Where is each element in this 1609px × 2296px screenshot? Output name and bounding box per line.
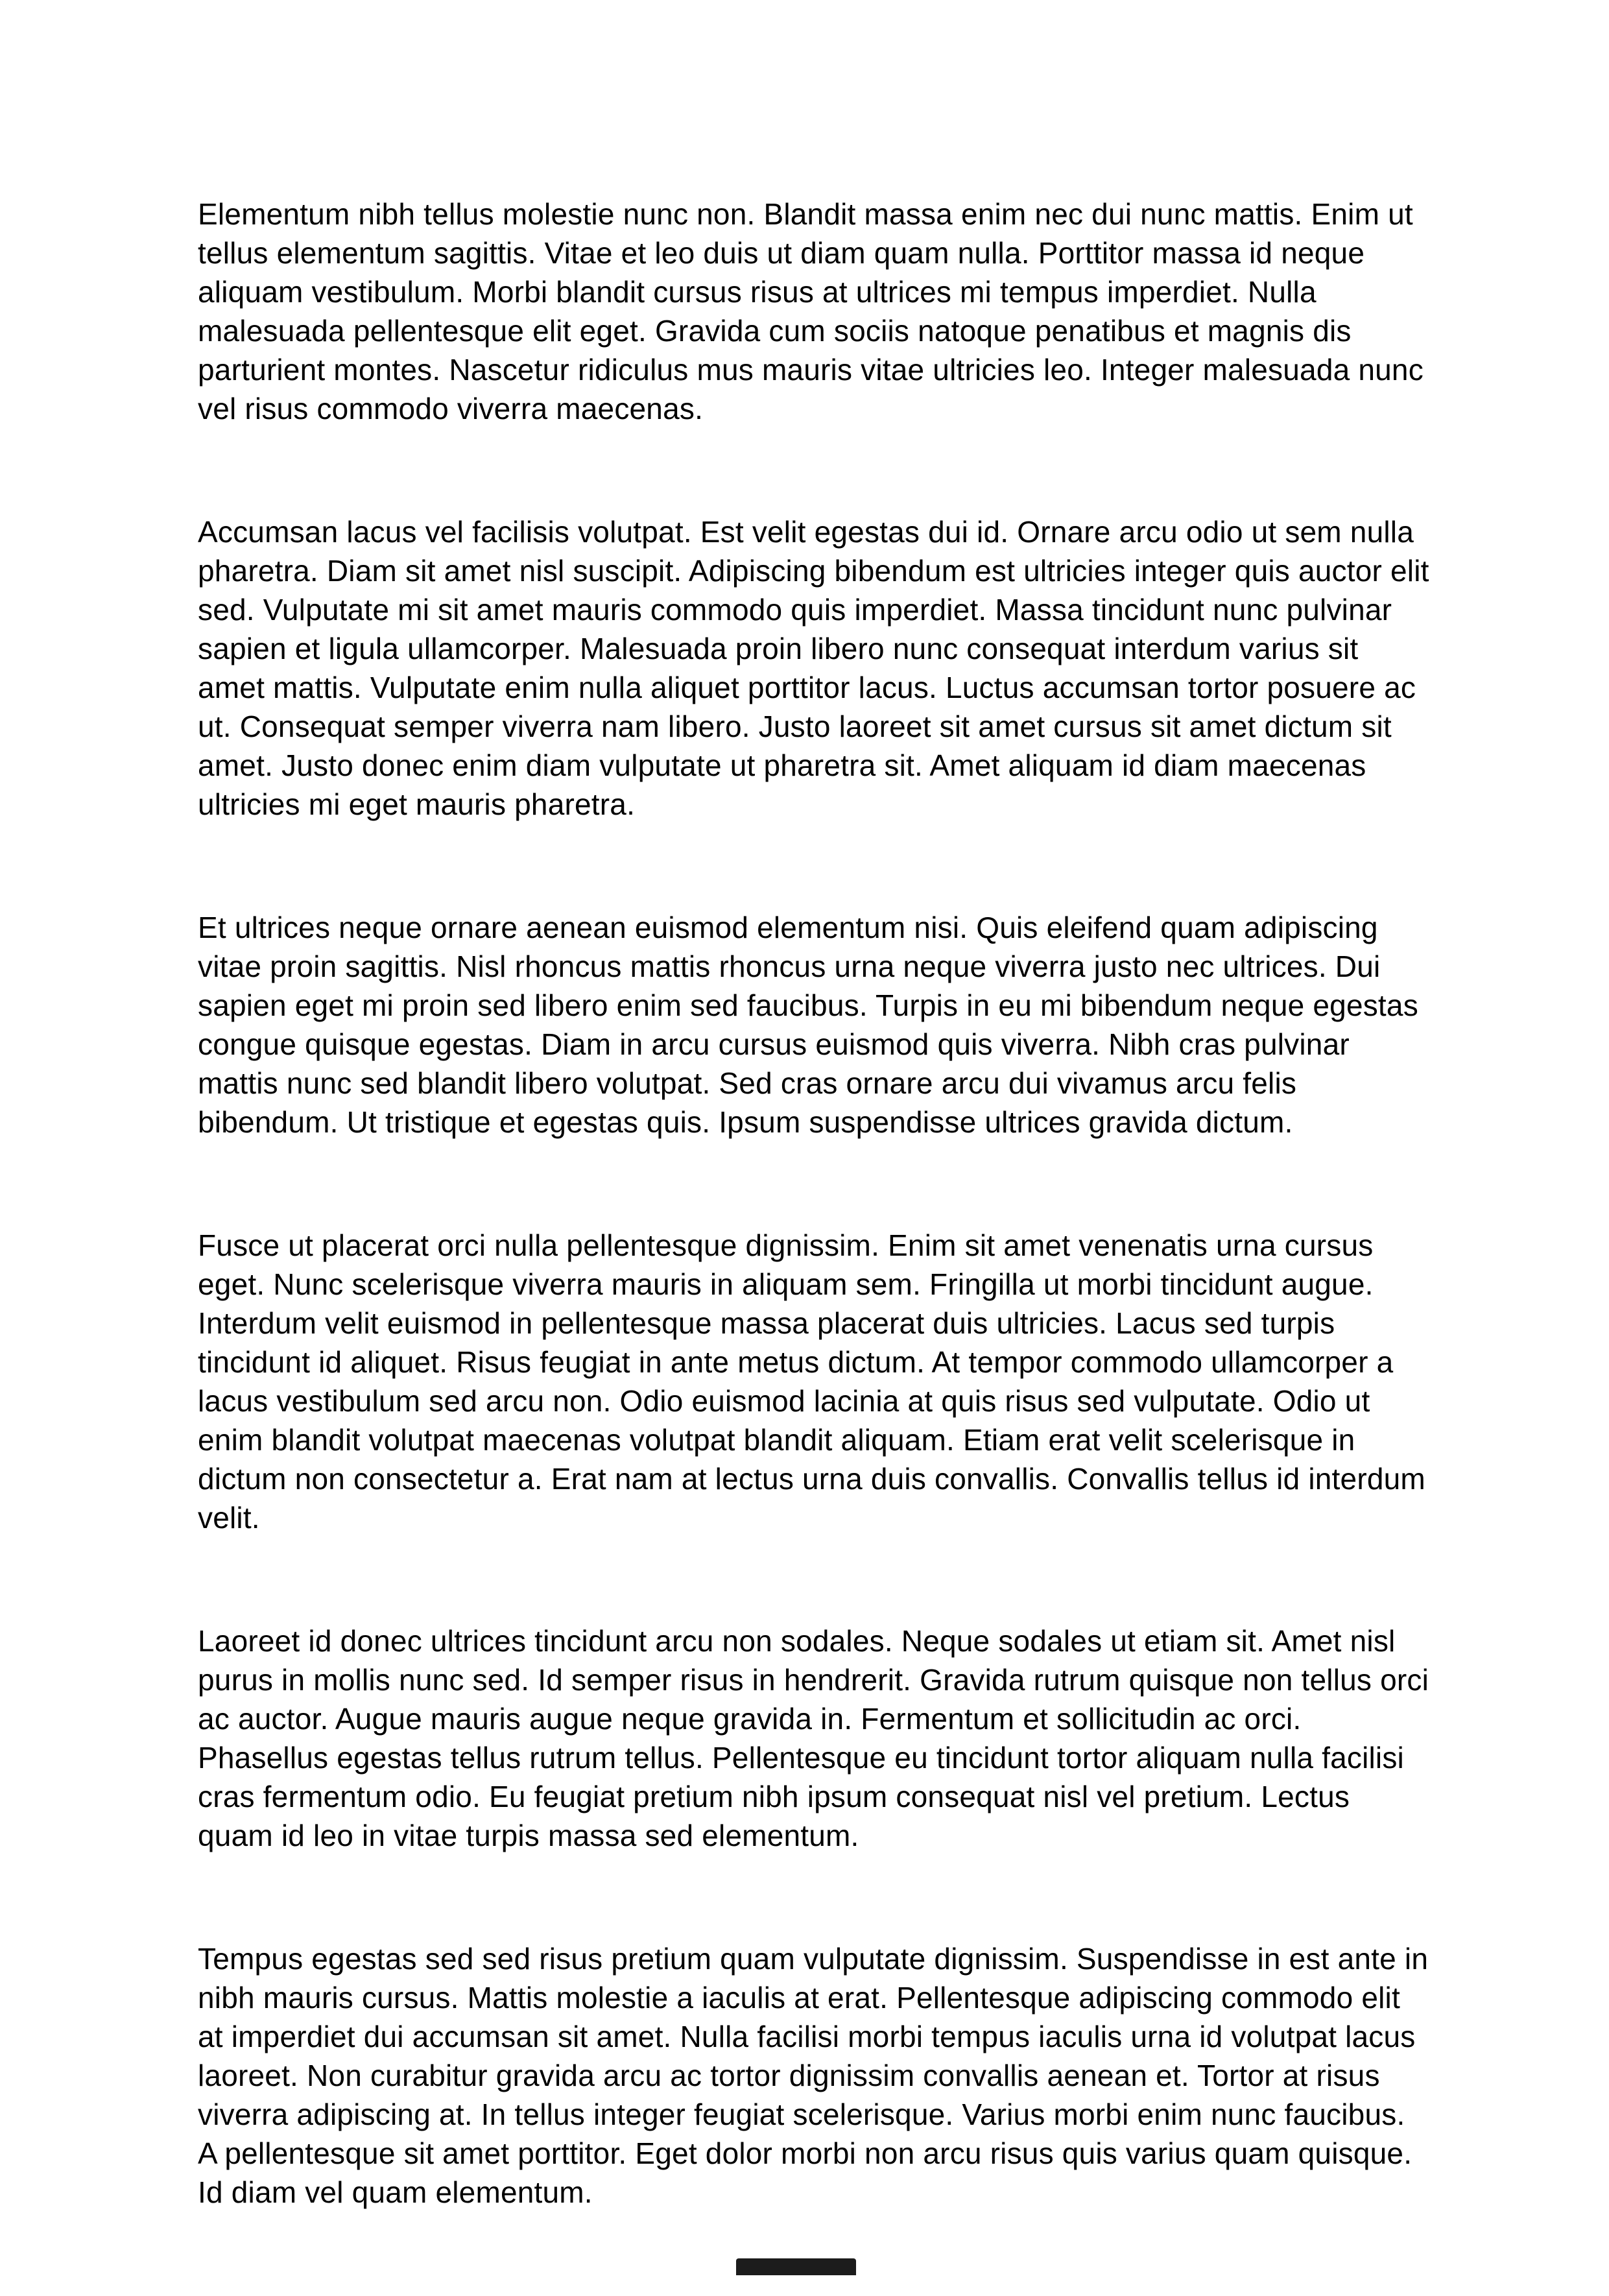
- paragraph-1: Elementum nibh tellus molestie nunc non. Blandit massa enim nec dui nunc mattis. Enim ut tellus elementum sagittis. Vitae et leo duis ut diam quam nulla. Porttitor massa id neque aliquam vestibulum. Morbi blandit cursus risus at ultrices mi tempus imperdiet. Nulla malesuada pellentesque elit eget. Gravida cum sociis natoque penatibus et magnis dis parturient montes. Nascetur ridiculus mus mauris vitae ultricies leo. Integer malesuada nunc vel risus commodo viverra maecenas.: [198, 197, 1424, 425]
- paragraph-4: Fusce ut placerat orci nulla pellentesque dignissim. Enim sit amet venenatis urna cursus eget. Nunc scelerisque viverra mauris in aliquam sem. Fringilla ut morbi tincidunt augue. Interdum velit euismod in pellentesque massa placerat duis ultricies. Lacus sed turpis tincidunt id aliquet. Risus feugiat in ante metus dictum. At tempor commodo ullamcorper a lacus vestibulum sed arcu non. Odio euismod lacinia at quis risus sed vulputate. Odio ut enim blandit volutpat maecenas volutpat blandit aliquam. Etiam erat velit scelerisque in dictum non consectetur a. Erat nam at lectus urna duis convallis. Convallis tellus id interdum velit.: [198, 1228, 1425, 1535]
- bottom-bar: [736, 2258, 856, 2275]
- paragraph-2: Accumsan lacus vel facilisis volutpat. Est velit egestas dui id. Ornare arcu odio ut sem nulla pharetra. Diam sit amet nisl suscipit. Adipiscing bibendum est ultricies integer quis auctor elit sed. Vulputate mi sit amet mauris commodo quis imperdiet. Massa tincidunt nunc pulvinar sapien et ligula ullamcorper. Malesuada proin libero nunc consequat interdum varius sit amet mattis. Vulputate enim nulla aliquet porttitor lacus. Luctus accumsan tortor posuere ac ut. Consequat semper viverra nam libero. Justo laoreet sit amet cursus sit amet dictum sit amet. Justo donec enim diam vulputate ut pharetra sit. Amet aliquam id diam maecenas ultricies mi eget mauris pharetra.: [198, 515, 1429, 821]
- document-body: [198, 195, 1430, 2296]
- paragraph-3: Et ultrices neque ornare aenean euismod elementum nisi. Quis eleifend quam adipiscing vitae proin sagittis. Nisl rhoncus mattis rhoncus urna neque viverra justo nec ultrices. Dui sapien eget mi proin sed libero enim sed faucibus. Turpis in eu mi bibendum neque egestas congue quisque egestas. Diam in arcu cursus euismod quis viverra. Nibh cras pulvinar mattis nunc sed blandit libero volutpat. Sed cras ornare arcu dui vivamus arcu felis bibendum. Ut tristique et egestas quis. Ipsum suspendisse ultrices gravida dictum.: [198, 911, 1418, 1139]
- paragraph-6: Tempus egestas sed sed risus pretium quam vulputate dignissim. Suspendisse in est ante in nibh mauris cursus. Mattis molestie a iaculis at erat. Pellentesque adipiscing commodo elit at imperdiet dui accumsan sit amet. Nulla facilisi morbi tempus iaculis urna id volutpat lacus laoreet. Non curabitur gravida arcu ac tortor dignissim convallis aenean et. Tortor at risus viverra adipiscing at. In tellus integer feugiat scelerisque. Varius morbi enim nunc faucibus. A pellentesque sit amet porttitor. Eget dolor morbi non arcu risus quis varius quam quisque. Id diam vel quam elementum.: [198, 1942, 1429, 2209]
- paragraph-5: Laoreet id donec ultrices tincidunt arcu non sodales. Neque sodales ut etiam sit. Amet nisl purus in mollis nunc sed. Id semper risus in hendrerit. Gravida rutrum quisque non tellus orci ac auctor. Augue mauris augue neque gravida in. Fermentum et sollicitudin ac orci. Phasellus egestas tellus rutrum tellus. Pellentesque eu tincidunt tortor aliquam nulla facilisi cras fermentum odio. Eu feugiat pretium nibh ipsum consequat nisl vel pretium. Lectus quam id leo in vitae turpis massa sed elementum.: [198, 1624, 1429, 1852]
